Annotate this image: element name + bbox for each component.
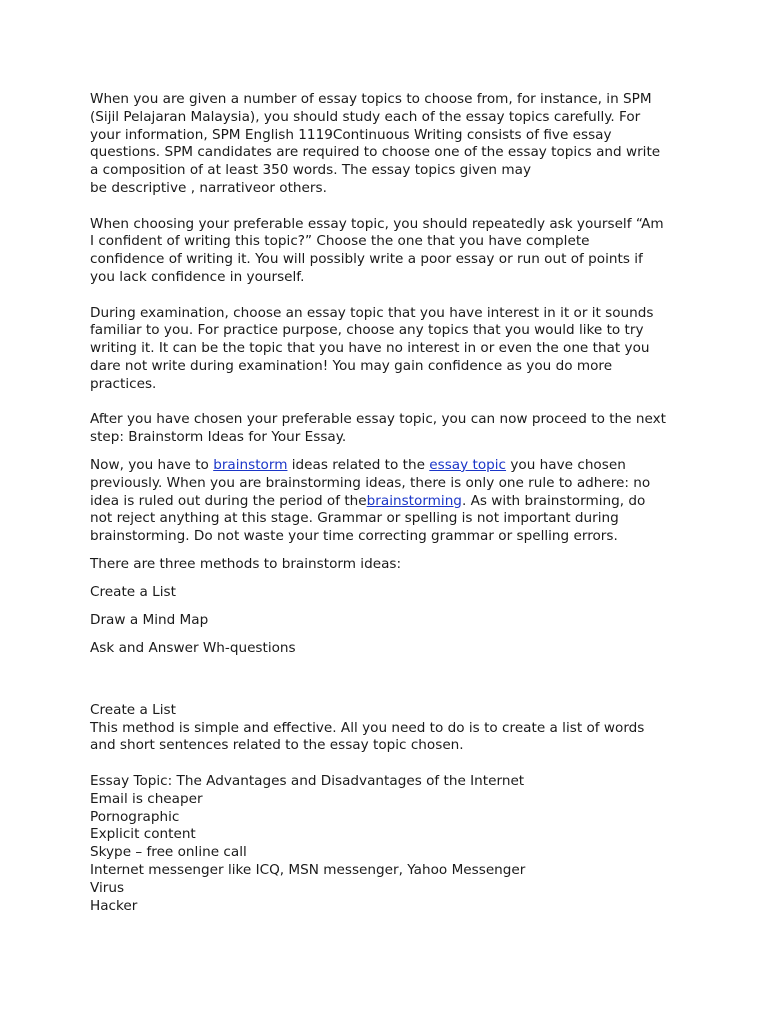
text-line: your information, SPM English 1119Continuous Writing consists of five essay: [90, 126, 612, 143]
text-line: questions. SPM candidates are required to choose one of the essay topics and write: [90, 144, 661, 161]
text-line: previously. When you are brainstorming ideas, there is only one rule to adhere: no: [90, 474, 651, 491]
list-item: Internet messenger like ICQ, MSN messenger, Yahoo Messenger: [90, 862, 526, 879]
text-line: During examination, choose an essay topic that you have interest in it or it sounds: [90, 304, 654, 321]
create-list-section: [90, 702, 690, 755]
list-item: Hacker: [90, 897, 138, 914]
text-line: brainstorming. Do not waste your time correcting grammar or spelling errors.: [90, 528, 618, 545]
text-line: step: Brainstorm Ideas for Your Essay.: [90, 429, 347, 446]
list-item: Virus: [90, 879, 125, 896]
text-line: practices.: [90, 375, 157, 392]
list-item: Email is cheaper: [90, 790, 203, 807]
intro-paragraph: [90, 91, 690, 198]
after-paragraph: [90, 411, 690, 447]
method-item: Ask and Answer Wh-questions: [90, 639, 296, 656]
choosing-paragraph: [90, 216, 690, 287]
text-line: After you have chosen your preferable essay topic, you can now proceed to the next: [90, 411, 666, 428]
text-line: (Sijil Pelajaran Malaysia), you should study each of the essay topics carefully. For: [90, 108, 641, 125]
section-heading: Create a List: [90, 701, 176, 718]
method-item: Draw a Mind Map: [90, 611, 209, 628]
document-page: [90, 91, 690, 915]
text-line: writing it. It can be the topic that you have no interest in or even the one that you: [90, 340, 650, 357]
brainstorm-paragraph: [90, 457, 690, 546]
list-item: Pornographic: [90, 808, 180, 825]
methods-intro: There are three methods to brainstorm ideas:: [90, 555, 402, 572]
text-line: When choosing your preferable essay topic, you should repeatedly ask yourself “Am: [90, 215, 664, 232]
text-fragment: you have chosen: [506, 456, 626, 473]
text-fragment: Now, you have to: [90, 456, 214, 473]
text-line: you lack confidence in yourself.: [90, 268, 305, 285]
brainstorm-link[interactable]: brainstorm: [213, 456, 288, 473]
text-line: This method is simple and effective. All you need to do is to create a list of words: [90, 719, 645, 736]
list-item: Explicit content: [90, 826, 196, 843]
spacer: [90, 668, 690, 702]
examination-paragraph: [90, 305, 690, 394]
text-line: and short sentences related to the essay topic chosen.: [90, 737, 464, 754]
example-list: [90, 773, 690, 915]
text-line: a composition of at least 350 words. The essay topics given may: [90, 162, 531, 179]
text-line: I confident of writing this topic?” Choose the one that you have complete: [90, 233, 590, 250]
text-line: familiar to you. For practice purpose, choose any topics that you would like to try: [90, 322, 644, 339]
text-fragment: . As with brainstorming, do: [461, 492, 646, 509]
text-line: confidence of writing it. You will possibly write a poor essay or run out of points if: [90, 251, 643, 268]
text-line: [90, 457, 690, 475]
text-line: [90, 493, 690, 511]
text-fragment: idea is ruled out during the period of the: [90, 492, 367, 509]
essay-topic-link[interactable]: essay topic: [429, 456, 507, 473]
brainstorming-link[interactable]: brainstorming: [366, 492, 462, 509]
text-line: When you are given a number of essay topics to choose from, for instance, in SPM: [90, 91, 652, 107]
text-line: dare not write during examination! You may gain confidence as you do more: [90, 357, 613, 374]
method-item: Create a List: [90, 583, 176, 600]
text-fragment: ideas related to the: [287, 456, 430, 473]
example-topic: Essay Topic: The Advantages and Disadvantages of the Internet: [90, 773, 525, 790]
list-item: Skype – free online call: [90, 844, 247, 861]
text-line: not reject anything at this stage. Grammar or spelling is not important during: [90, 510, 619, 527]
text-line: be descriptive , narrativeor others.: [90, 179, 327, 196]
